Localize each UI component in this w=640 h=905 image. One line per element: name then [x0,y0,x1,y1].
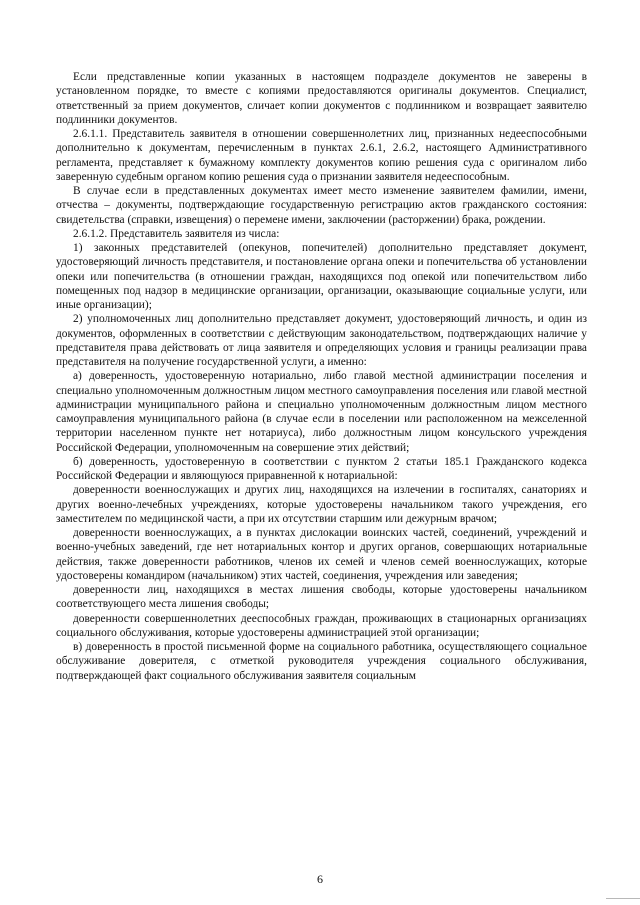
paragraph-item-b-civil-code-power: б) доверенность, удостоверенную в соответствии с пунктом 2 статьи 185.1 Гражданского кодекса Российской Федерации и являющуюся приравненной к нотариальной: [56,455,587,482]
paragraph-prison-powers: доверенности лиц, находящихся в местах лишения свободы, которые удостоверены начальником соответствующего места лишения свободы; [56,584,587,611]
paragraph-item-v-social-worker-power: в) доверенность в простой письменной форме на социального работника, осуществляющего социальное обслуживание доверителя, с отметкой руководителя учреждения социального обслуживания, подтверждающей факт социального обслуживания заявителя социальным [56,641,587,682]
scan-edge-mark [606,898,640,899]
paragraph-copies-verification: Если представленные копии указанных в настоящем подразделе документов не заверены в установленном порядке, то вместе с копиями предоставляются оригиналы документов. Специалист, ответственный за прием документов, сличает копии документов с подлинником и возвращает заявителю подлинники документов. [56,71,587,126]
paragraph-military-unit-powers: доверенности военнослужащих, а в пунктах дислокации воинских частей, соединений, учреждений и военно-учебных заведений, где нет нотариальных контор и других органов, совершающих нотариальные действия, также доверенности работников, членов их семей и членов семей военнослужащих, которые удостоверены командиром (начальником) этих частей, соединения, учреждения или заведения; [56,527,587,582]
paragraph-item-2-authorized-persons: 2) уполномоченных лиц дополнительно представляет документ, удостоверяющий личность, и один из документов, оформленных в соответствии с действующим законодательством, подтверждающих наличие у представителя права действовать от лица заявителя и определяющих условия и границы реализации права представителя на получение государственной услуги, а именно: [56,313,587,368]
page-number: 6 [317,872,323,886]
paragraph-item-a-notarized-power: а) доверенность, удостоверенную нотариально, либо главой местной администрации поселения и специально уполномоченным должностным лицом местного самоуправления поселения или главой местной администрации муниципального района и специально уполномоченным должностным лицом местного самоуправления муниципального района (в случае если в поселении или расположенном на межселенной территории населенном пункте нет нотариуса), либо должностным лицом консульского учреждения Российской Федерации, уполномоченным на совершение этих действий; [56,370,587,454]
paragraph-name-change: В случае если в представленных документах имеет место изменение заявителем фамилии, имени, отчества – документы, подтверждающие государственную регистрацию актов гражданского состояния: свидетельства (справки, извещения) о перемене имени, заключении (расторжении) брака, рождении. [56,185,587,226]
paragraph-item-1-legal-representatives: 1) законных представителей (опекунов, попечителей) дополнительно представляет документ, удостоверяющий личность представителя, и постановление органа опеки и попечительства об установлении опеки или попечительства (в отношении граждан, находящихся под опекой или попечительством либо помещенных под надзор в медицинские организации, организации, оказывающие социальные услуги, или иные организации); [56,242,587,311]
paragraph-military-hospital-powers: доверенности военнослужащих и других лиц, находящихся на излечении в госпиталях, санаториях и других военно-лечебных учреждениях, которые удостоверены начальником такого учреждения, его заместителем по медицинской части, а при их отсутствии старшим или дежурным врачом; [56,484,587,525]
paragraph-social-institution-powers: доверенности совершеннолетних дееспособных граждан, проживающих в стационарных организациях социального обслуживания, которые удостоверены администрацией этой организации; [56,612,587,639]
paragraph-2-6-1-2: 2.6.1.2. Представитель заявителя из числа: [73,227,280,240]
paragraph-2-6-1-1: 2.6.1.1. Представитель заявителя в отношении совершеннолетних лиц, признанных недееспособными дополнительно к документам, перечисленным в пунктах 2.6.1, 2.6.2, настоящего Административного регламента, представляет к бумажному комплекту документов копию решения суда с оригиналом либо заверенную судебным органом копию решения суда о признании заявителя недееспособным. [56,128,587,183]
document-body [56,70,587,683]
